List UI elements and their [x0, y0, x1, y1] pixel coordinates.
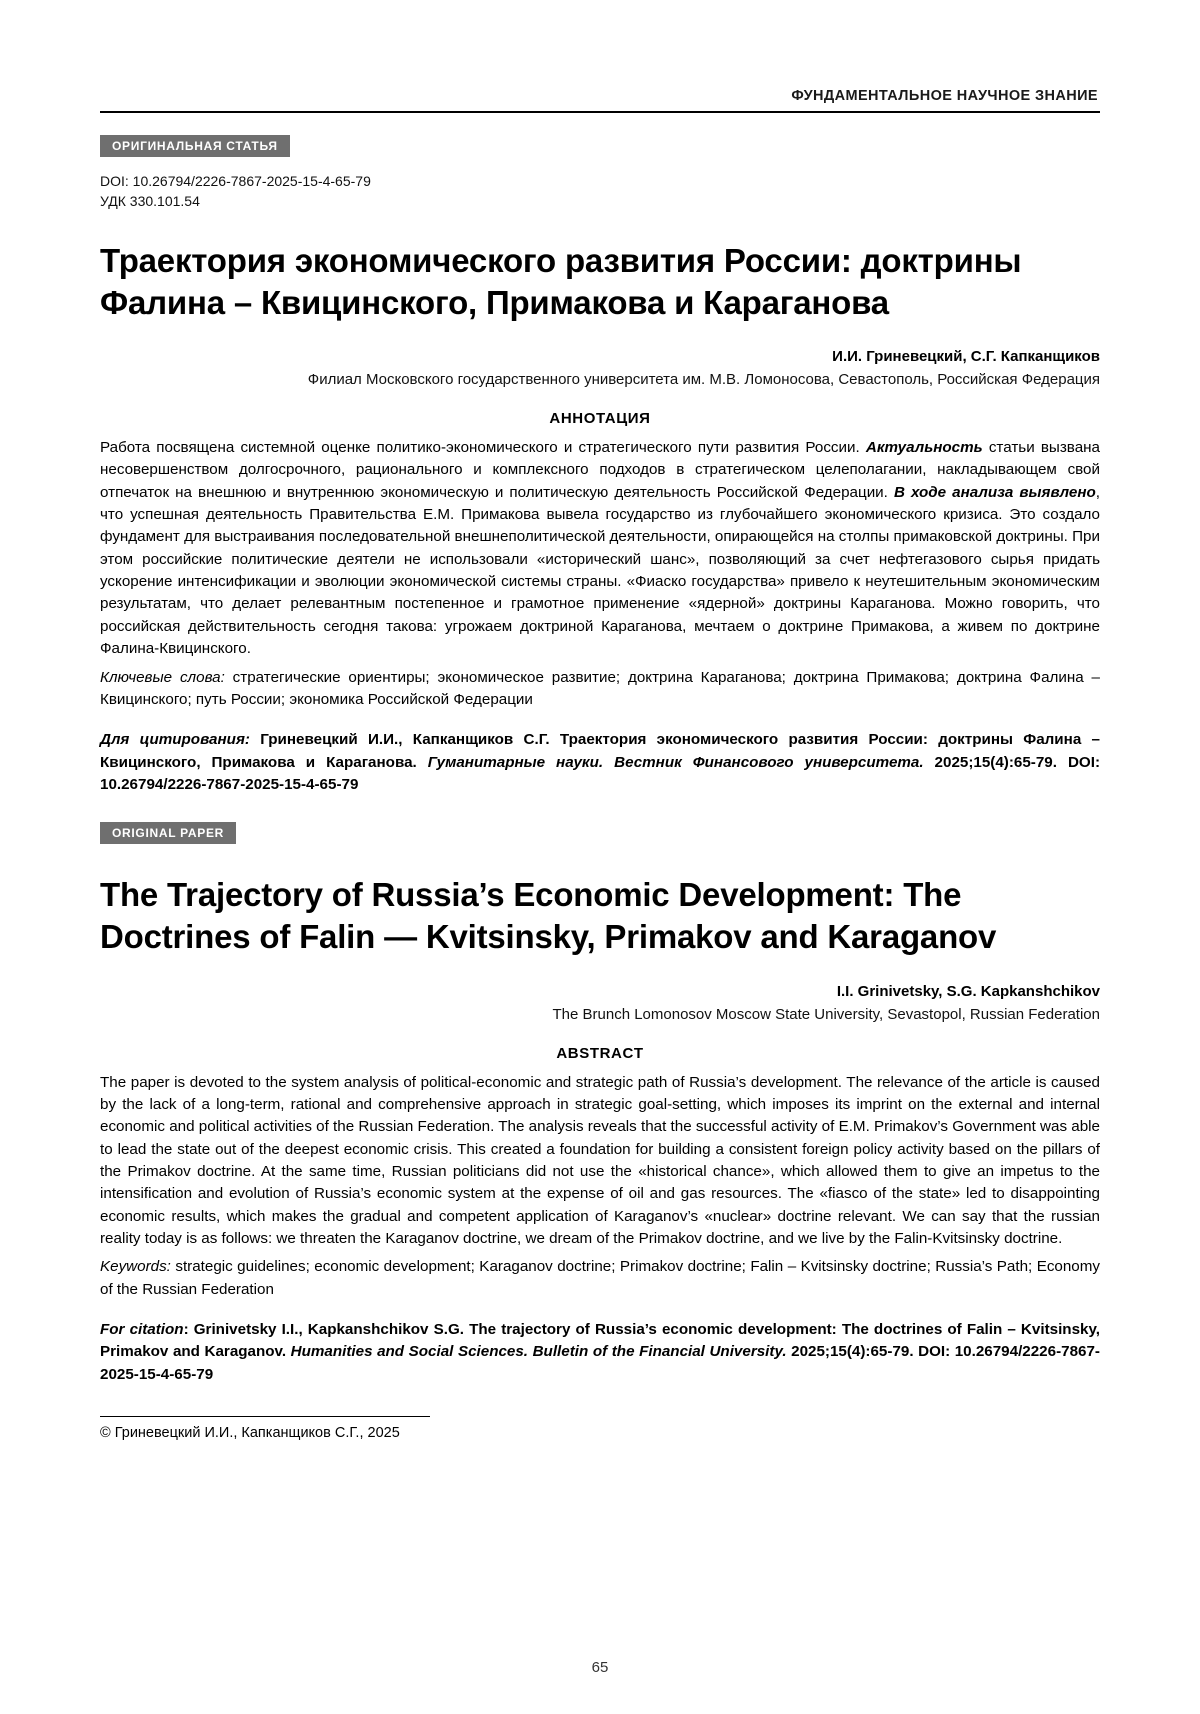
keywords-text-ru: стратегические ориентиры; экономическое развитие; доктрина Караганова; доктрина Примакова; доктрина Фалина – Квицинского; путь России; экономика Российской Федерации	[100, 668, 1100, 708]
copyright-notice: © Гриневецкий И.И., Капканщиков С.Г., 2025	[100, 1425, 400, 1442]
keywords-text-en: strategic guidelines; economic development; Karaganov doctrine; Primakov doctrine; Falin – Kvitsinsky doctrine; Russia’s Path; Economy of the Russian Federation	[100, 1258, 1100, 1298]
citation-en	[100, 1319, 1100, 1386]
keywords-en	[100, 1256, 1100, 1301]
keywords-label-ru: Ключевые слова:	[100, 668, 225, 686]
english-block	[100, 822, 1100, 1386]
abstract-ru-part2: статьи вызвана несовершенством долгосрочного, рационального и комплексного подходов в стратегическом целеполагании, накладывающем свой отпечаток на внешнюю и внутреннюю экономическую и политическую деятельность Российской Федерации.	[100, 439, 1100, 501]
abstract-ru-emphasis2: В ходе анализа выявлено	[893, 483, 1096, 501]
keywords-ru	[100, 667, 1100, 712]
abstract-label-ru: АННОТАЦИЯ	[549, 410, 651, 428]
article-type-badge-en: ORIGINAL PAPER	[100, 822, 236, 844]
abstract-ru	[100, 437, 1100, 660]
abstract-ru-part3: , что успешная деятельность Правительства Е.М. Примакова вывела государство из глубочайшего экономического кризиса. Это создало фундамент для выстраивания последовательной внешнеполитической деятельности, опирающейся на столпы примаковской доктрины. При этом российские политические деятели не использовали «исторический шанс», позволяющий за счет нефтегазового сырья придать ускорение интенсификации и эволюции экономической системы страны. «Фиаско государства» привело к неутешительным экономическим результатам, что делает релевантным постепенное и грамотное применение «ядерной» доктрины Караганова. Можно говорить, что российская действительность сегодня такова: угрожаем доктриной Караганова, мечтаем о доктрине Примакова, а живем по доктрине Фалина-Квицинского.	[100, 483, 1101, 658]
citation-source-en: Humanities and Social Sciences. Bulletin of the Financial University.	[290, 1343, 787, 1361]
citation-label-en: For citation	[100, 1321, 184, 1339]
citation-ru	[100, 729, 1100, 796]
page-number: 65	[591, 1659, 609, 1676]
citation-text-en: : Grinivetsky I.I., Kapkanshchikov S.G. The trajectory of Russia’s economic development: The doctrines of Falin – Kvitsinsky, Primakov and Karaganov.	[100, 1321, 1101, 1361]
footer-divider	[100, 1416, 430, 1417]
citation-tail-ru: 2025;15(4):65-79. DOI: 10.26794/2226-7867-2025-15-4-65-79	[100, 753, 1101, 793]
article-type-badge-ru: ОРИГИНАЛЬНАЯ СТАТЬЯ	[100, 135, 290, 157]
abstract-ru-part1: Работа посвящена системной оценке политико-экономического и стратегического пути развития России.	[100, 439, 866, 457]
identifiers-ru	[100, 171, 1100, 212]
citation-text-ru: Гриневецкий И.И., Капканщиков С.Г. Траектория экономического развития России: доктрины Фалина – Квицинского, Примакова и Караганова.	[100, 731, 1100, 771]
running-head: ФУНДАМЕНТАЛЬНОЕ НАУЧНОЕ ЗНАНИЕ	[791, 88, 1098, 104]
affiliation-ru: Филиал Московского государственного университета им. М.В. Ломоносова, Севастополь, Российская Федерация	[307, 371, 1100, 389]
citation-label-ru: Для цитирования:	[100, 731, 250, 749]
abstract-ru-emphasis1: Актуальность	[865, 439, 983, 457]
citation-tail-en: 2025;15(4):65-79. DOI: 10.26794/2226-7867-2025-15-4-65-79	[100, 1343, 1100, 1383]
authors-ru: И.И. Гриневецкий, С.Г. Капканщиков	[832, 348, 1100, 366]
page-title-en: The Trajectory of Russia’s Economic Development: The Doctrines of Falin — Kvitsinsky, Primakov and Karaganov	[100, 876, 997, 956]
authors-en: I.I. Grinivetsky, S.G. Kapkanshchikov	[836, 982, 1100, 1000]
abstract-en: The paper is devoted to the system analysis of political-economic and strategic path of Russia’s development. The relevance of the article is caused by the lack of a long-term, rational and comprehensive approach in strategic goal-setting, which imposes its imprint on the external and internal economic and political activities of the Russian Federation. The analysis reveals that the successful activity of E.M. Primakov’s Government was able to lead the state out of the deepest economic crisis. This created a foundation for building a consistent foreign policy activity based on the pillars of the Primakov doctrine. At the same time, Russian politicians did not use the «historical chance», which allowed them to give an impetus to the intensification and evolution of Russia’s economic system at the expense of oil and gas resources. The «fiasco of the state» led to disappointing economic results, which makes the gradual and competent application of Karaganov’s «nuclear» doctrine relevant. We can say that the russian reality today is as follows: we threaten the Karaganov doctrine, we dream of the Primakov doctrine, and we live by the Falin-Kvitsinsky doctrine.	[100, 1073, 1100, 1248]
keywords-label-en: Keywords:	[100, 1258, 171, 1276]
doi-ru: DOI: 10.26794/2226-7867-2025-15-4-65-79	[100, 173, 371, 189]
page-title-ru: Траектория экономического развития России: доктрины Фалина – Квицинского, Примакова и Караганова	[100, 241, 1022, 321]
affiliation-en: The Brunch Lomonosov Moscow State University, Sevastopol, Russian Federation	[552, 1005, 1100, 1023]
udk-ru: УДК 330.101.54	[100, 193, 200, 210]
header-divider	[100, 111, 1100, 113]
citation-source-ru: Гуманитарные науки. Вестник Финансового университета.	[427, 753, 924, 771]
abstract-label-en: ABSTRACT	[556, 1044, 644, 1062]
